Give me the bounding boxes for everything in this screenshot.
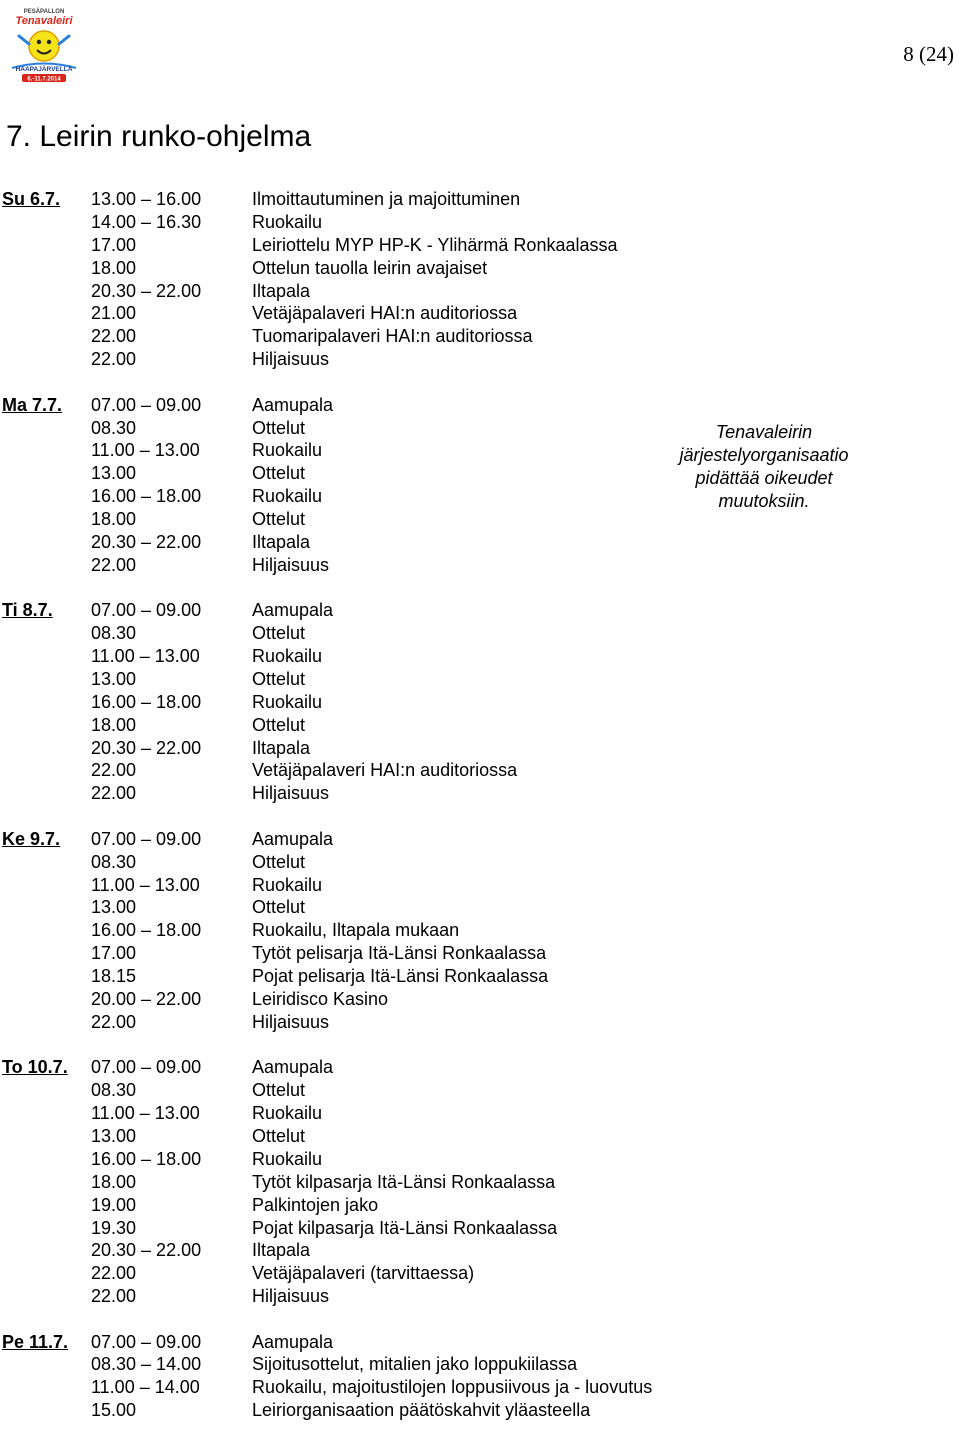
activity-cell: Ruokailu [252,874,323,895]
activity-cell: Aamupala [252,828,334,849]
time-cell: 19.00 [91,1194,137,1215]
activity-cell: Pojat pelisarja Itä-Länsi Ronkaalassa [252,966,549,987]
day-block [0,828,720,1034]
day-label: Ma 7.7. [2,394,63,415]
time-cell: 11.00 – 13.00 [91,1103,200,1124]
time-cell: 08.30 [91,1080,137,1101]
schedule-row [0,417,720,440]
time-cell: 18.00 [91,257,137,278]
activity-cell: Iltapala [252,1240,311,1261]
schedule-row [0,851,720,874]
time-cell: 22.00 [91,760,137,781]
activity-cell: Ruokailu [252,1148,323,1169]
activity-cell: Ruokailu [252,211,323,232]
time-cell: 07.00 – 09.00 [91,828,202,849]
schedule-row [0,668,720,691]
schedule-row [0,394,720,417]
time-cell: 22.00 [91,1011,137,1032]
day-block [0,394,720,577]
time-cell: 18.00 [91,509,137,530]
schedule-row [0,737,720,760]
activity-cell: Ottelut [252,463,306,484]
day-label: To 10.7. [2,1057,68,1078]
disclaimer-note: Tenavaleirin järjestelyorganisaatio pidättää oikeudet muutoksiin. [679,422,849,511]
time-cell: 20.30 – 22.00 [91,280,202,301]
time-cell: 16.00 – 18.00 [91,691,202,712]
time-cell: 18.00 [91,714,137,735]
day-block [0,599,720,805]
day-label: Pe 11.7. [2,1331,69,1352]
schedule-row [0,1239,720,1262]
schedule-row [0,1376,720,1399]
time-cell: 11.00 – 14.00 [91,1377,200,1398]
time-cell: 11.00 – 13.00 [91,646,200,667]
schedule-row [0,691,720,714]
activity-cell: Ottelut [252,1080,306,1101]
time-cell: 22.00 [91,554,137,575]
logo-brand: Tenavaleiri [15,15,73,27]
schedule-row [0,1353,720,1376]
schedule-row [0,896,720,919]
schedule-row [0,1262,720,1285]
time-cell: 14.00 – 16.30 [91,211,202,232]
time-cell: 19.30 [91,1217,137,1238]
time-cell: 16.00 – 18.00 [91,486,202,507]
schedule-row [0,1217,720,1240]
day-label: Ke 9.7. [2,828,61,849]
schedule-row [0,1056,720,1079]
time-cell: 22.00 [91,1286,137,1307]
activity-cell: Ilmoittautuminen ja majoittuminen [252,189,521,209]
time-cell: 20.30 – 22.00 [91,531,202,552]
activity-cell: Leiriottelu MYP HP-K - Ylihärmä Ronkaalassa [252,234,618,255]
activity-cell: Ruokailu, majoitustilojen loppusiivous ja - luovutus [252,1377,653,1398]
day-label: Su 6.7. [2,189,61,209]
time-cell: 11.00 – 13.00 [91,440,200,461]
activity-cell: Tytöt kilpasarja Itä-Länsi Ronkaalassa [252,1171,556,1192]
schedule-row [0,759,720,782]
schedule-row [0,1331,720,1354]
schedule-row [0,348,720,371]
page-number: 8 (24) [903,42,954,66]
schedule-row [0,531,720,554]
time-cell: 07.00 – 09.00 [91,600,202,621]
activity-cell: Vetäjäpalaveri HAI:n auditoriossa [252,303,518,324]
time-cell: 07.00 – 09.00 [91,1331,202,1352]
activity-cell: Ruokailu [252,646,323,667]
day-block [0,1331,720,1423]
tenavaleiri-logo [4,4,84,84]
schedule-row [0,485,720,508]
activity-cell: Ruokailu [252,440,323,461]
time-cell: 13.00 [91,897,137,918]
logo-top-text: PESÄPALLON [23,9,65,15]
page-title: 7. Leirin runko-ohjelma [6,120,312,153]
schedule-row [0,280,720,303]
day-block [0,1056,720,1308]
time-cell: 17.00 [91,234,137,255]
time-cell: 20.30 – 22.00 [91,1240,202,1261]
schedule-row [0,554,720,577]
schedule-row [0,942,720,965]
time-cell: 18.00 [91,1171,137,1192]
schedule-row [0,234,720,257]
schedule-row [0,188,720,211]
activity-cell: Ruokailu [252,1103,323,1124]
time-cell: 17.00 [91,943,137,964]
activity-cell: Ottelut [252,509,306,530]
activity-cell: Ottelut [252,851,306,872]
schedule-row [0,965,720,988]
activity-cell: Aamupala [252,1331,334,1352]
time-cell: 22.00 [91,1263,137,1284]
time-cell: 16.00 – 18.00 [91,1148,202,1169]
activity-cell: Iltapala [252,531,311,552]
schedule-row [0,782,720,805]
activity-cell: Ottelut [252,714,306,735]
schedule-row [0,1079,720,1102]
time-cell: 22.00 [91,349,137,370]
schedule-row [0,1148,720,1171]
schedule-row [0,645,720,668]
schedule-row [0,439,720,462]
time-cell: 11.00 – 13.00 [91,874,200,895]
schedule-row [0,257,720,280]
time-cell: 07.00 – 09.00 [91,394,202,415]
activity-cell: Ruokailu [252,691,323,712]
schedule-row [0,622,720,645]
schedule-row [0,1011,720,1034]
activity-cell: Hiljaisuus [252,1286,330,1307]
activity-cell: Ruokailu [252,486,323,507]
schedule-row [0,1125,720,1148]
schedule-row [0,828,720,851]
activity-cell: Iltapala [252,280,311,301]
smiley-ball-icon [29,31,59,61]
schedule-row [0,462,720,485]
activity-cell: Sijoitusottelut, mitalien jako loppukiilassa [252,1354,578,1375]
time-cell: 13.00 [91,1125,137,1146]
activity-cell: Ottelut [252,668,306,689]
time-cell: 13.00 [91,668,137,689]
time-cell: 22.00 [91,326,137,347]
activity-cell: Pojat kilpasarja Itä-Länsi Ronkaalassa [252,1217,558,1238]
schedule-row [0,1171,720,1194]
schedule-row [0,1285,720,1308]
activity-cell: Leiriorganisaation päätöskahvit yläasteella [252,1400,591,1421]
schedule-row [0,874,720,897]
schedule [0,188,720,1445]
schedule-row [0,1194,720,1217]
activity-cell: Vetäjäpalaveri HAI:n auditoriossa [252,760,518,781]
activity-cell: Aamupala [252,1057,334,1078]
logo-town: HAAPAJÄRVELLÄ [15,66,73,73]
schedule-row [0,302,720,325]
activity-cell: Iltapala [252,737,311,758]
activity-cell: Ottelun tauolla leirin avajaiset [252,257,488,278]
activity-cell: Ottelut [252,897,306,918]
schedule-row [0,1399,720,1422]
schedule-row [0,919,720,942]
activity-cell: Vetäjäpalaveri (tarvittaessa) [252,1263,475,1284]
time-cell: 15.00 [91,1400,137,1421]
activity-cell: Palkintojen jako [252,1194,379,1215]
schedule-row [0,1102,720,1125]
activity-cell: Hiljaisuus [252,783,330,804]
schedule-row [0,988,720,1011]
activity-cell: Hiljaisuus [252,349,330,370]
time-cell: 13.00 – 16.00 [91,189,202,209]
activity-cell: Ottelut [252,1125,306,1146]
activity-cell: Hiljaisuus [252,1011,330,1032]
time-cell: 07.00 – 09.00 [91,1057,202,1078]
time-cell: 08.30 [91,623,137,644]
activity-cell: Aamupala [252,394,334,415]
time-cell: 16.00 – 18.00 [91,920,202,941]
activity-cell: Tytöt pelisarja Itä-Länsi Ronkaalassa [252,943,547,964]
activity-cell: Aamupala [252,600,334,621]
schedule-row [0,714,720,737]
time-cell: 21.00 [91,303,137,324]
day-label: Ti 8.7. [2,600,53,621]
schedule-row [0,325,720,348]
activity-cell: Ruokailu, Iltapala mukaan [252,920,460,941]
logo-dates: 6.-11.7.2014 [27,76,61,83]
time-cell: 08.30 – 14.00 [91,1354,202,1375]
time-cell: 20.00 – 22.00 [91,989,202,1009]
time-cell: 08.30 [91,417,137,438]
schedule-row [0,599,720,622]
time-cell: 08.30 [91,851,137,872]
schedule-row [0,508,720,531]
time-cell: 22.00 [91,783,137,804]
activity-cell: Ottelut [252,417,306,438]
schedule-row [0,211,720,234]
time-cell: 13.00 [91,463,137,484]
time-cell: 20.30 – 22.00 [91,737,202,758]
activity-cell: Tuomaripalaveri HAI:n auditoriossa [252,326,533,347]
activity-cell: Leiridisco Kasino [252,989,389,1009]
day-block [0,188,720,371]
time-cell: 18.15 [91,966,137,987]
activity-cell: Ottelut [252,623,306,644]
activity-cell: Hiljaisuus [252,554,330,575]
